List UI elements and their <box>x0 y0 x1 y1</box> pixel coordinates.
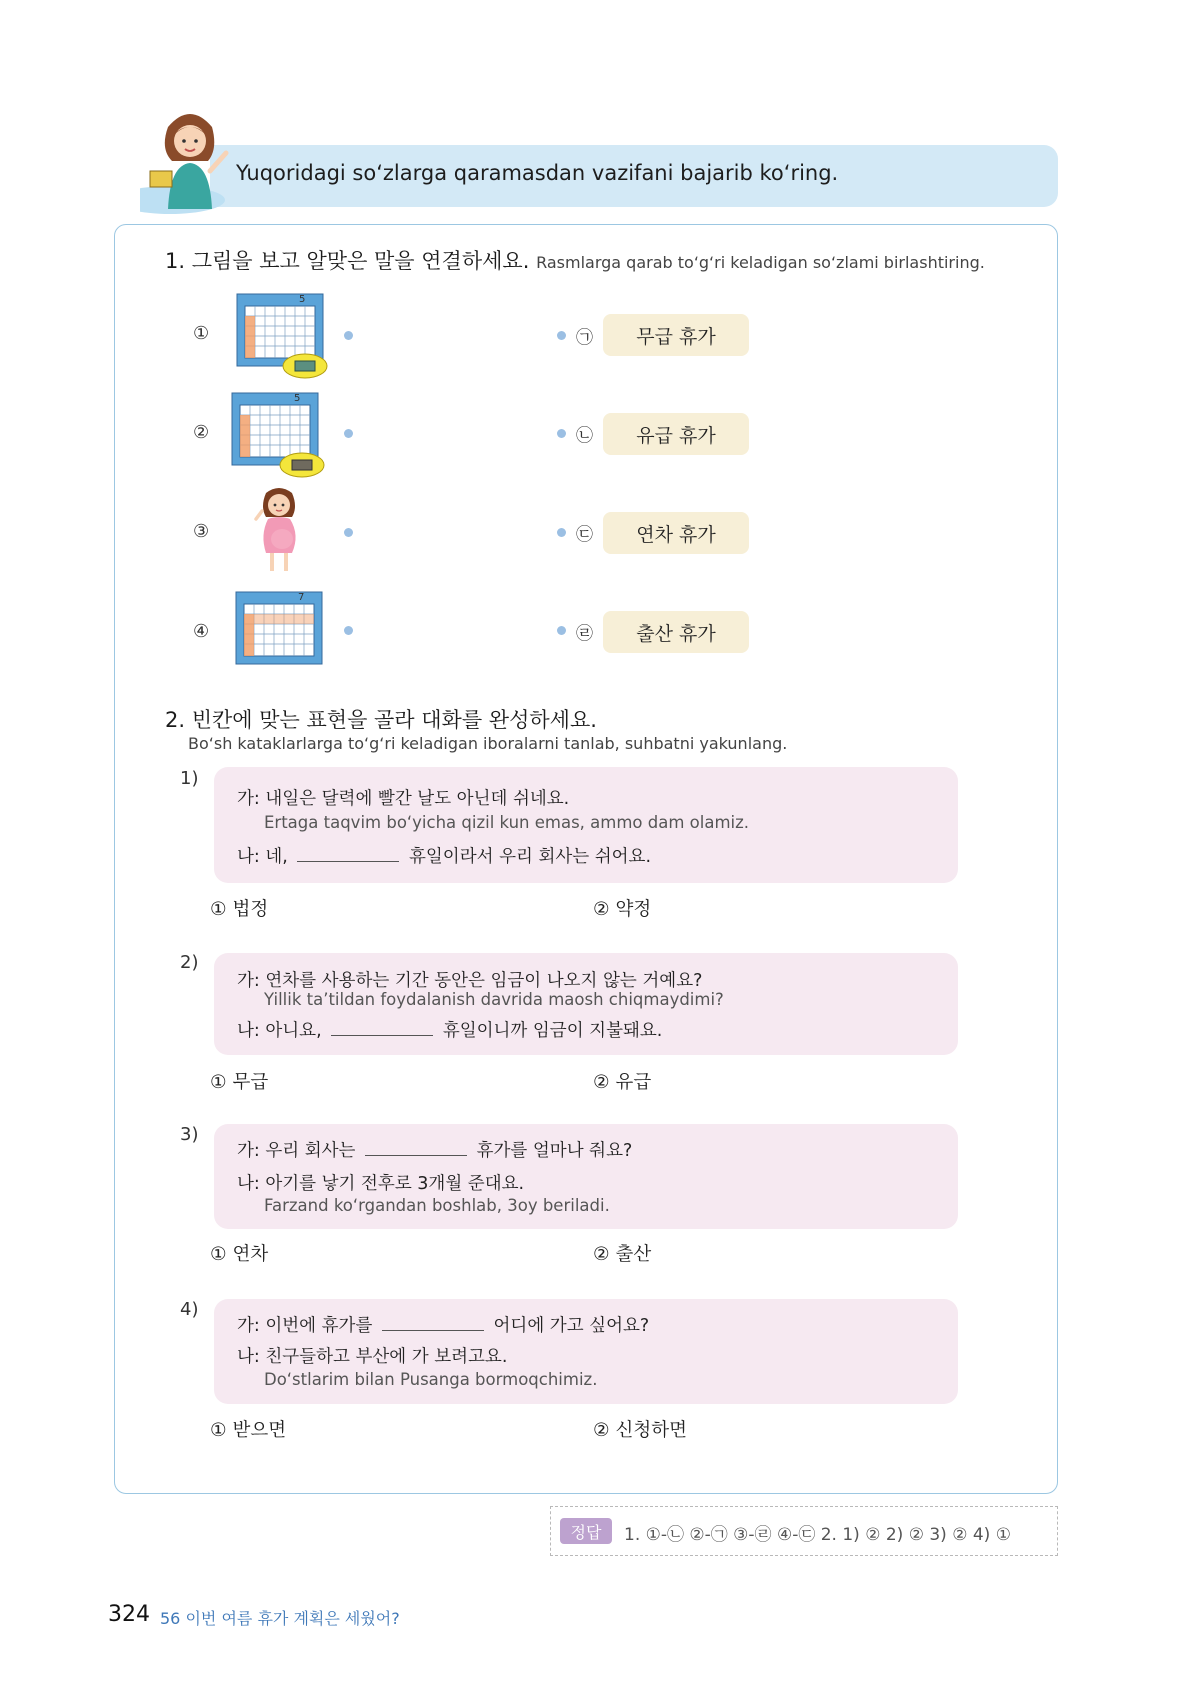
q2-subtitle: Bo‘sh kataklarlarga to‘g‘ri keladigan iboralarni tanlab, suhbatni yakunlang. <box>188 734 788 753</box>
q1-number-4: ④ <box>193 621 210 642</box>
blank-1[interactable] <box>297 861 399 862</box>
dialogue-4-ga <box>237 1312 649 1337</box>
answer-key-badge: 정답 <box>560 1518 612 1544</box>
dialogue-2-na <box>237 1017 662 1042</box>
item-number-3: 3) <box>180 1124 199 1145</box>
q1-letter-3: ㉢ <box>576 525 593 545</box>
dialogue-2-ga-translation: Yillik ta’tildan foydalanish davrida maosh chiqmaydimi? <box>264 990 724 1009</box>
dialogue-4-na-translation: Do‘stlarim bilan Pusanga bormoqchimiz. <box>264 1370 598 1389</box>
item-2-option-2[interactable]: ② 유급 <box>593 1072 652 1093</box>
svg-text:5: 5 <box>294 393 301 404</box>
blank-2[interactable] <box>331 1035 433 1036</box>
calendar-july-icon <box>232 586 328 672</box>
q1-title-ko: 1. 그림을 보고 알맞은 말을 연결하세요. <box>165 249 530 273</box>
dialogue-4-ga-after: 어디에 가고 싶어요? <box>493 1316 650 1336</box>
dialogue-1-ga: 가: 내일은 달력에 빨간 날도 아닌데 쉬네요. <box>237 789 570 809</box>
option-annual-leave: 연차 휴가 <box>603 512 749 554</box>
match-dot-right-2[interactable] <box>557 429 566 438</box>
item-4-option-2[interactable]: ② 신청하면 <box>593 1420 687 1441</box>
dialogue-3-ga <box>237 1137 632 1162</box>
option-unpaid-leave: 무급 휴가 <box>603 314 749 356</box>
q1-letter-4: ㉣ <box>576 624 593 644</box>
calendar-may-2-icon <box>228 387 332 479</box>
item-number-1: 1) <box>180 768 199 789</box>
teacher-illustration-icon <box>140 105 240 215</box>
dialogue-1-ga-translation: Ertaga taqvim bo‘yicha qizil kun emas, ammo dam olamiz. <box>264 813 750 832</box>
q1-number-3: ③ <box>193 521 210 542</box>
item-4-option-1[interactable]: ① 받으면 <box>210 1420 287 1441</box>
dialogue-3-ga-after: 휴가를 얼마나 줘요? <box>476 1141 633 1161</box>
match-dot-left-4[interactable] <box>344 626 353 635</box>
item-1-option-1[interactable]: ① 법정 <box>210 899 269 920</box>
page-number: 324 <box>108 1602 150 1627</box>
q2-title: 2. 빈칸에 맞는 표현을 골라 대화를 완성하세요. <box>165 708 597 732</box>
match-dot-left-3[interactable] <box>344 528 353 537</box>
q1-title <box>165 245 985 275</box>
dialogue-1-na <box>237 843 651 868</box>
item-number-2: 2) <box>180 952 199 973</box>
item-3-option-1[interactable]: ① 연차 <box>210 1244 269 1265</box>
q1-number-2: ② <box>193 422 210 443</box>
match-dot-left-1[interactable] <box>344 331 353 340</box>
match-dot-right-3[interactable] <box>557 528 566 537</box>
dialogue-3-na-translation: Farzand ko‘rgandan boshlab, 3oy beriladi. <box>264 1196 610 1215</box>
dialogue-1-na-before: 나: 네, <box>237 847 288 867</box>
item-number-4: 4) <box>180 1299 199 1320</box>
blank-4[interactable] <box>382 1330 484 1331</box>
dialogue-4-ga-before: 가: 이번에 휴가를 <box>237 1316 373 1336</box>
dialogue-2-na-before: 나: 아니요, <box>237 1021 322 1041</box>
q1-number-1: ① <box>193 323 210 344</box>
item-1-option-2[interactable]: ② 약정 <box>593 899 652 920</box>
item-3-option-2[interactable]: ② 출산 <box>593 1244 652 1265</box>
q1-letter-1: ㉠ <box>576 328 593 348</box>
q1-letter-2: ㉡ <box>576 426 593 446</box>
dialogue-1-na-after: 휴일이라서 우리 회사는 쉬어요. <box>409 847 652 867</box>
dialogue-2-ga: 가: 연차를 사용하는 기간 동안은 임금이 나오지 않는 거예요? <box>237 971 703 991</box>
svg-text:5: 5 <box>299 294 306 305</box>
instruction-text: Yuqoridagi so‘zlarga qaramasdan vazifani bajarib ko‘ring. <box>236 161 839 185</box>
blank-3[interactable] <box>365 1155 467 1156</box>
item-2-option-1[interactable]: ① 무급 <box>210 1072 269 1093</box>
chapter-title: 56 이번 여름 휴가 계획은 세웠어? <box>160 1609 400 1628</box>
dialogue-3-na: 나: 아기를 낳기 전후로 3개월 준대요. <box>237 1174 525 1194</box>
match-dot-left-2[interactable] <box>344 429 353 438</box>
calendar-may-icon <box>233 288 337 380</box>
option-paid-leave: 유급 휴가 <box>603 413 749 455</box>
dialogue-2-na-after: 휴일이니까 임금이 지불돼요. <box>442 1021 663 1041</box>
match-dot-right-4[interactable] <box>557 626 566 635</box>
dialogue-3-ga-before: 가: 우리 회사는 <box>237 1141 356 1161</box>
svg-text:7: 7 <box>298 592 305 603</box>
answer-key-text: 1. ①-㉡ ②-㉠ ③-㉣ ④-㉢ 2. 1) ② 2) ② 3) ② 4) ① <box>624 1525 1011 1545</box>
match-dot-right-1[interactable] <box>557 331 566 340</box>
q1-subtitle: Rasmlarga qarab to‘g‘ri keladigan so‘zlami birlashtiring. <box>536 253 985 272</box>
option-maternity-leave: 출산 휴가 <box>603 611 749 653</box>
dialogue-4-na: 나: 친구들하고 부산에 가 보려고요. <box>237 1347 508 1367</box>
pregnant-woman-icon <box>248 487 310 577</box>
